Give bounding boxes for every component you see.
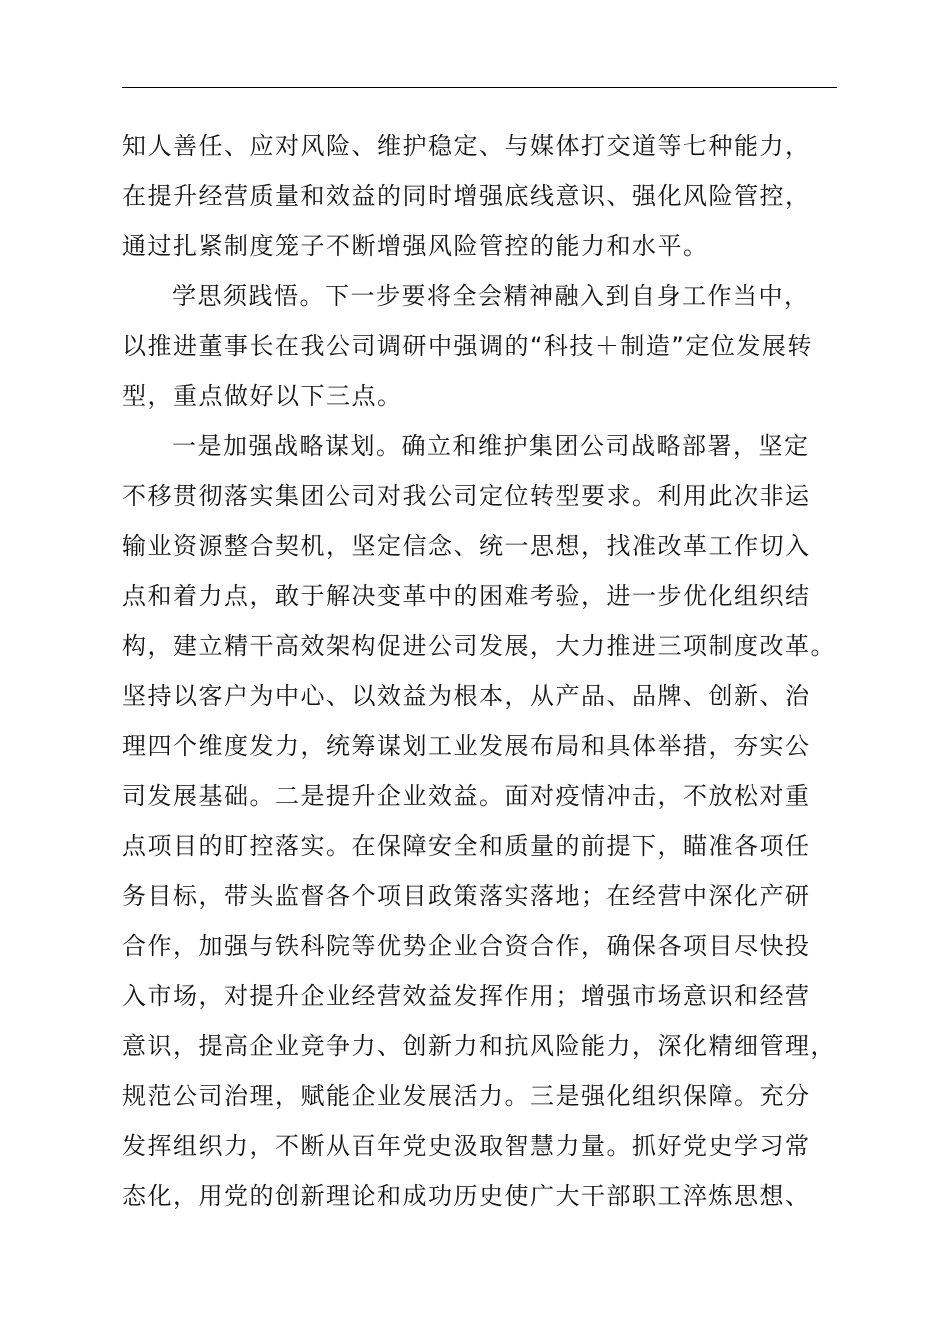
text-line: 入市场，对提升企业经营效益发挥作用；增强市场意识和经营 <box>122 982 811 1010</box>
text-line: 构，建立精干高效架构促进公司发展，大力推进三项制度改革。 <box>122 632 836 660</box>
text-line: 发挥组织力，不断从百年党史汲取智慧力量。抓好党史学习常 <box>122 1132 811 1160</box>
paragraph-start-line: 一是加强战略谋划。确立和维护集团公司战略部署，坚定 <box>172 432 810 460</box>
text-line: 输业资源整合契机，坚定信念、统一思想，找准改革工作切入 <box>122 532 811 560</box>
text-line: 在提升经营质量和效益的同时增强底线意识、强化风险管控， <box>122 182 811 210</box>
text-line: 态化，用党的创新理论和成功历史使广大干部职工淬炼思想、 <box>122 1182 811 1210</box>
text-line: 务目标，带头监督各个项目政策落实落地；在经营中深化产研 <box>122 882 811 910</box>
text-line: 点项目的盯控落实。在保障安全和质量的前提下，瞄准各项任 <box>122 832 811 860</box>
text-line: 型，重点做好以下三点。 <box>122 382 403 410</box>
paragraph-start-line: 学思须践悟。下一步要将全会精神融入到自身工作当中， <box>172 282 810 310</box>
text-line: 坚持以客户为中心、以效益为根本，从产品、品牌、创新、治 <box>122 682 811 710</box>
text-line: 理四个维度发力，统筹谋划工业发展布局和具体举措，夯实公 <box>122 732 811 760</box>
text-line: 知人善任、应对风险、维护稳定、与媒体打交道等七种能力， <box>122 132 811 160</box>
text-line: 合作，加强与铁科院等优势企业合资合作，确保各项目尽快投 <box>122 932 811 960</box>
text-line: 通过扎紧制度笼子不断增强风险管控的能力和水平。 <box>122 232 709 260</box>
text-line: 司发展基础。二是提升企业效益。面对疫情冲击，不放松对重 <box>122 782 811 810</box>
text-line: 意识，提高企业竞争力、创新力和抗风险能力，深化精细管理， <box>122 1032 836 1060</box>
text-line: 规范公司治理，赋能企业发展活力。三是强化组织保障。充分 <box>122 1082 811 1110</box>
text-line: 点和着力点，敢于解决变革中的困难考验，进一步优化组织结 <box>122 582 811 610</box>
text-line: 不移贯彻落实集团公司对我公司定位转型要求。利用此次非运 <box>122 482 811 510</box>
text-line: 以推进董事长在我公司调研中强调的“科技＋制造”定位发展转 <box>122 332 813 360</box>
